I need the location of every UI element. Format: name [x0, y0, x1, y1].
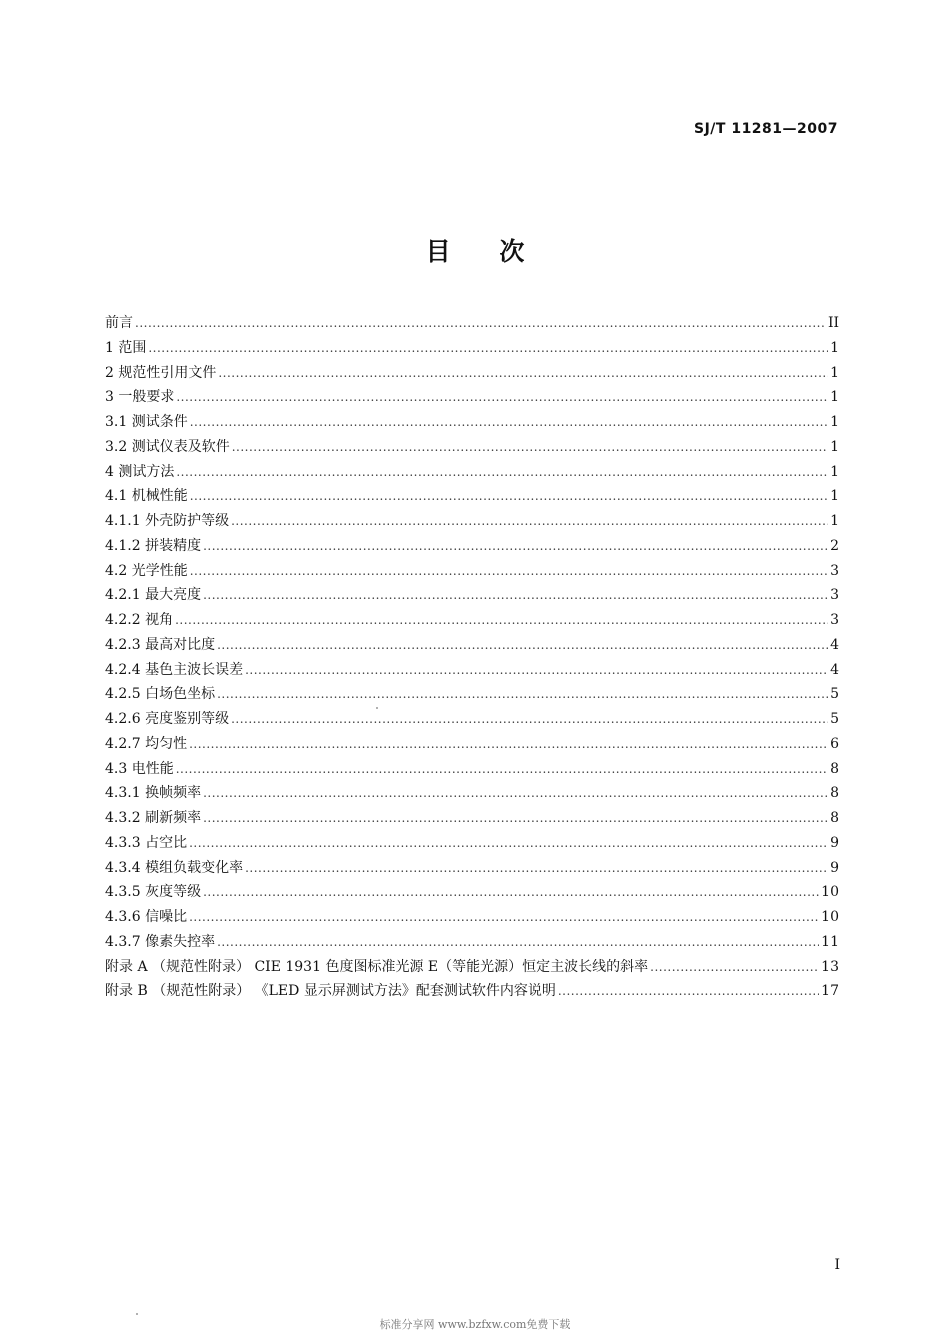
- toc-entry[interactable]: [105, 856, 839, 881]
- toc-entry[interactable]: [105, 633, 839, 658]
- toc-entry-page: 1: [830, 339, 839, 356]
- toc-leader-dots: [245, 658, 828, 683]
- toc-entry-page: 6: [830, 735, 839, 752]
- toc-entry-page: 8: [830, 760, 839, 777]
- toc-entry-page: II: [827, 315, 839, 331]
- table-of-contents: [105, 311, 839, 1004]
- toc-entry[interactable]: [105, 435, 839, 460]
- toc-leader-dots: [175, 608, 828, 633]
- toc-entry-page: 3: [830, 587, 839, 604]
- scan-speck: [376, 707, 378, 709]
- toc-entry-label: 4.3.7 像素失控率: [105, 933, 216, 950]
- toc-entry-page: 1: [830, 463, 839, 480]
- toc-entry[interactable]: [105, 361, 839, 386]
- toc-entry-page: 5: [830, 711, 839, 727]
- toc-entry-page: 1: [830, 414, 839, 430]
- toc-leader-dots: [558, 979, 819, 1004]
- toc-entry-label: 附录 A （规范性附录） CIE 1931 色度图标准光源 E（等能光源）恒定主波长线的斜率: [105, 958, 649, 975]
- toc-entry-label: 4.2 光学性能: [105, 562, 188, 579]
- toc-leader-dots: [190, 410, 828, 435]
- toc-entry-page: 1: [830, 364, 839, 381]
- toc-entry[interactable]: [105, 385, 839, 410]
- toc-entry-page: 10: [821, 884, 839, 901]
- toc-entry-label: 4.2.3 最高对比度: [105, 636, 216, 653]
- toc-entry-label: 3 一般要求: [105, 389, 175, 406]
- toc-entry-page: 4: [830, 661, 839, 678]
- toc-entry[interactable]: [105, 732, 839, 757]
- toc-leader-dots: [148, 336, 828, 361]
- toc-leader-dots: [176, 385, 828, 410]
- toc-leader-dots: [217, 633, 828, 658]
- toc-leader-dots: [189, 732, 828, 757]
- toc-entry-page: 5: [830, 686, 839, 703]
- toc-entry-label: 4.2.7 均匀性: [105, 735, 188, 752]
- page-number: I: [834, 1257, 840, 1273]
- standard-number: SJ/T 11281—2007: [694, 121, 838, 137]
- toc-entry[interactable]: [105, 880, 839, 905]
- toc-entry[interactable]: [105, 979, 839, 1004]
- toc-leader-dots: [650, 955, 819, 980]
- toc-leader-dots: [190, 484, 828, 509]
- toc-entry-page: 1: [830, 389, 839, 406]
- toc-entry-label: 2 规范性引用文件: [105, 364, 217, 381]
- toc-entry-label: 4.2.5 白场色坐标: [105, 686, 216, 703]
- toc-entry-label: 1 范围: [105, 339, 147, 356]
- toc-entry-page: 3: [830, 562, 839, 579]
- toc-entry-page: 8: [830, 785, 839, 802]
- toc-entry[interactable]: [105, 336, 839, 361]
- toc-entry[interactable]: [105, 608, 839, 633]
- toc-leader-dots: [189, 905, 819, 930]
- toc-entry-page: 17: [821, 983, 839, 1000]
- toc-leader-dots: [203, 806, 828, 831]
- toc-entry[interactable]: [105, 682, 839, 707]
- toc-title-char-2: 次: [499, 237, 525, 266]
- toc-leader-dots: [245, 856, 828, 881]
- toc-entry[interactable]: [105, 311, 839, 336]
- toc-entry[interactable]: [105, 534, 839, 559]
- toc-entry-label: 4.2.4 基色主波长误差: [105, 661, 244, 678]
- toc-entry[interactable]: [105, 484, 839, 509]
- toc-entry-label: 4.2.6 亮度鉴别等级: [105, 711, 230, 727]
- toc-entry-page: 9: [830, 834, 839, 851]
- toc-entry-page: 8: [830, 810, 839, 826]
- toc-entry-page: 9: [830, 859, 839, 876]
- toc-leader-dots: [231, 707, 828, 732]
- toc-title: [0, 232, 950, 268]
- toc-leader-dots: [203, 583, 828, 608]
- toc-entry-label: 4.3 电性能: [105, 760, 174, 777]
- toc-leader-dots: [189, 831, 828, 856]
- toc-leader-dots: [203, 880, 819, 905]
- toc-entry-label: 4.3.1 换帧频率: [105, 785, 202, 802]
- toc-entry-page: 4: [830, 636, 839, 653]
- toc-entry[interactable]: [105, 781, 839, 806]
- toc-entry-label: 前言: [105, 315, 133, 331]
- toc-leader-dots: [135, 311, 826, 336]
- toc-entry-page: 3: [830, 612, 839, 628]
- toc-entry-page: 1: [830, 438, 839, 455]
- toc-entry-label: 4.3.5 灰度等级: [105, 884, 202, 901]
- scan-speck: [136, 1313, 138, 1315]
- toc-entry[interactable]: [105, 583, 839, 608]
- toc-entry-label: 4.2.1 最大亮度: [105, 587, 202, 604]
- toc-leader-dots: [203, 781, 828, 806]
- toc-leader-dots: [232, 435, 828, 460]
- toc-leader-dots: [231, 509, 828, 534]
- toc-leader-dots: [217, 930, 819, 955]
- footer-watermark: 标准分享网 www.bzfxw.com免费下载: [379, 1318, 571, 1331]
- toc-entry[interactable]: [105, 905, 839, 930]
- toc-entry-label: 附录 B （规范性附录） 《LED 显示屏测试方法》配套测试软件内容说明: [105, 983, 556, 1000]
- toc-entry-label: 4.1.2 拼装精度: [105, 537, 202, 554]
- toc-leader-dots: [218, 361, 828, 386]
- toc-entry-page: 10: [821, 909, 839, 925]
- toc-entry-label: 4.1.1 外壳防护等级: [105, 513, 230, 529]
- toc-title-char-1: 目: [425, 237, 451, 266]
- toc-entry[interactable]: [105, 410, 839, 435]
- toc-leader-dots: [217, 682, 828, 707]
- toc-leader-dots: [176, 757, 828, 782]
- toc-leader-dots: [190, 559, 828, 584]
- toc-entry-page: 2: [830, 537, 839, 554]
- toc-entry-label: 3.1 测试条件: [105, 414, 188, 430]
- toc-entry-label: 4.1 机械性能: [105, 488, 188, 505]
- toc-entry-label: 4.3.4 模组负载变化率: [105, 859, 244, 876]
- toc-entry-label: 4.3.3 占空比: [105, 834, 188, 851]
- toc-entry[interactable]: [105, 707, 839, 732]
- toc-entry-page: 11: [821, 933, 839, 950]
- toc-entry-page: 1: [830, 488, 839, 505]
- toc-entry[interactable]: [105, 831, 839, 856]
- toc-leader-dots: [176, 460, 828, 485]
- toc-entry[interactable]: [105, 658, 839, 683]
- toc-entry[interactable]: [105, 559, 839, 584]
- toc-entry-label: 4.3.2 刷新频率: [105, 810, 202, 826]
- toc-entry[interactable]: [105, 955, 839, 980]
- toc-entry[interactable]: [105, 460, 839, 485]
- toc-entry[interactable]: [105, 757, 839, 782]
- toc-entry-label: 3.2 测试仪表及软件: [105, 438, 230, 455]
- toc-entry-label: 4.3.6 信噪比: [105, 909, 188, 925]
- toc-entry-label: 4.2.2 视角: [105, 612, 174, 628]
- toc-entry[interactable]: [105, 806, 839, 831]
- toc-entry-label: 4 测试方法: [105, 463, 175, 480]
- toc-leader-dots: [203, 534, 828, 559]
- toc-entry[interactable]: [105, 930, 839, 955]
- toc-entry-page: 1: [830, 513, 839, 529]
- toc-entry-page: 13: [821, 958, 839, 975]
- toc-entry[interactable]: [105, 509, 839, 534]
